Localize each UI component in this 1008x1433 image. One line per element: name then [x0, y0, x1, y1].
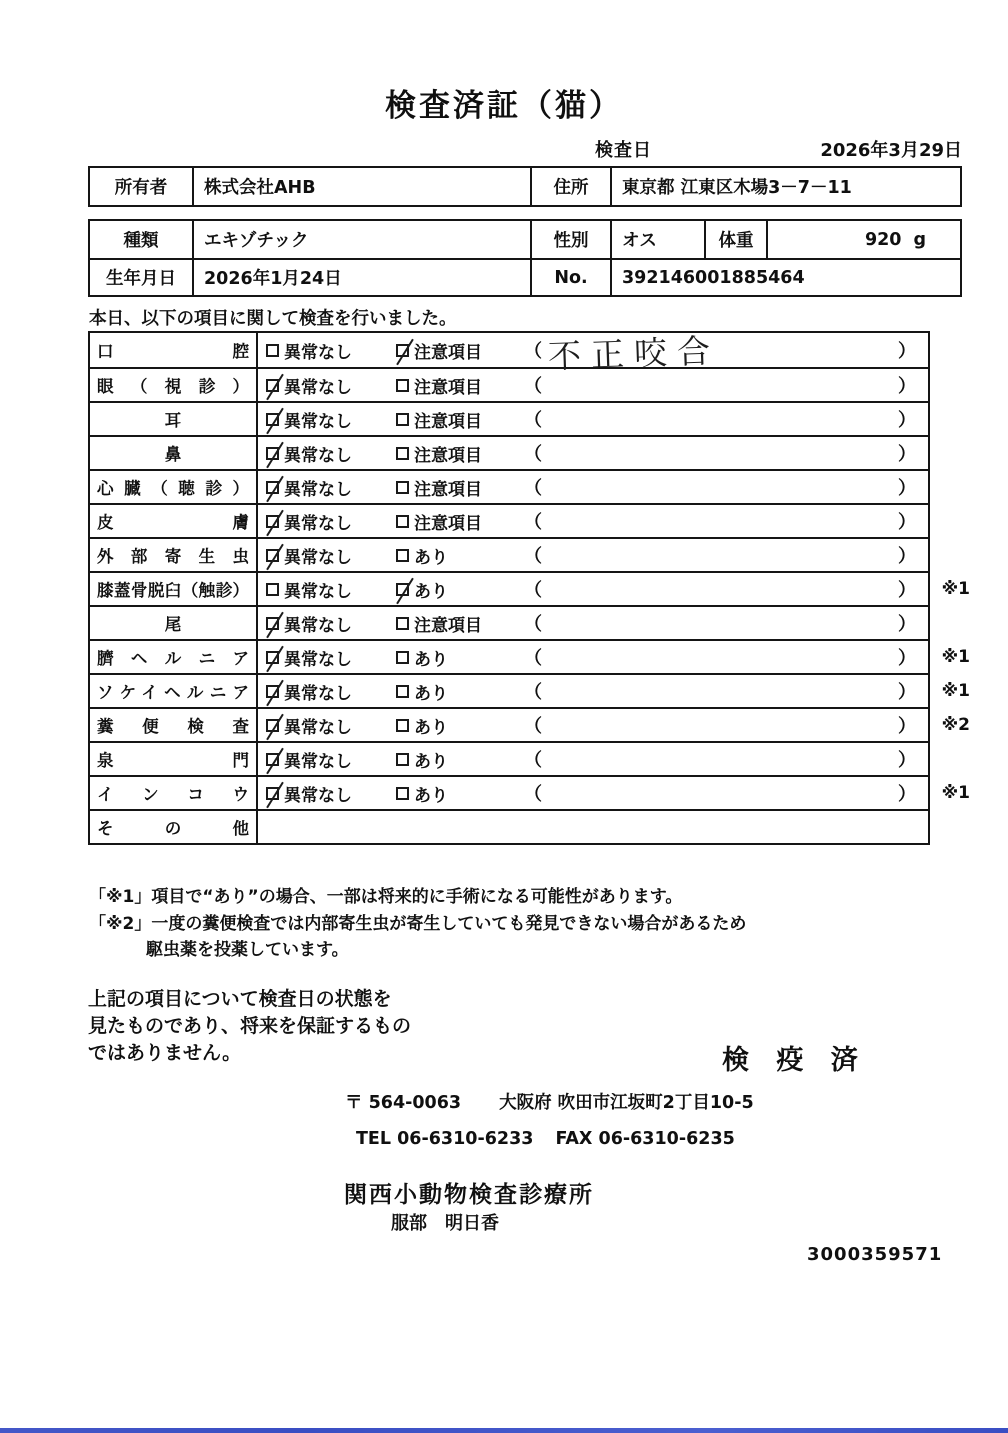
- inspection-row-body: [258, 777, 928, 809]
- checkbox-label: あり: [414, 683, 448, 704]
- checkbox-label: あり: [414, 581, 448, 602]
- paren-close: ）: [898, 546, 916, 567]
- checkbox-icon: [396, 583, 409, 596]
- clinic-name: 関西小動物検査診療所: [344, 1182, 594, 1208]
- remarks-field: [524, 610, 928, 636]
- inspection-item-text: 心臓（聴診）: [97, 479, 249, 498]
- checkbox-no-abnormality[interactable]: [266, 509, 396, 534]
- inspection-row-body: [258, 437, 928, 469]
- quarantine-done-stamp: 検 疫 済: [722, 1045, 867, 1076]
- checkbox-present[interactable]: [396, 543, 524, 568]
- footnote-marker: ※1: [941, 681, 970, 701]
- checkbox-label: 異常なし: [284, 377, 352, 398]
- paren-close: ）: [898, 580, 916, 601]
- checkbox-icon: [266, 719, 279, 732]
- checkbox-icon: [266, 685, 279, 698]
- checkbox-label: 異常なし: [284, 615, 352, 636]
- checkbox-no-abnormality[interactable]: [266, 475, 396, 500]
- remarks-field: [524, 746, 928, 772]
- intro-text: 本日、以下の項目に関して検査を行いました。: [89, 309, 457, 329]
- checkbox-label: あり: [414, 649, 448, 670]
- inspection-row: [90, 605, 928, 639]
- footnote-1: 「※1」項目で“あり”の場合、一部は将来的に手術になる可能性があります。: [89, 887, 683, 907]
- checkbox-icon: [266, 549, 279, 562]
- inspection-row: [90, 469, 928, 503]
- inspection-item-label: [90, 369, 258, 401]
- checkbox-label: 異常なし: [284, 751, 352, 772]
- paren-open: （: [524, 341, 542, 362]
- checkbox-label: 注意項目: [414, 479, 482, 500]
- paren-close: ）: [898, 648, 916, 669]
- inspection-row: [90, 741, 928, 775]
- checkbox-label: 異常なし: [284, 547, 352, 568]
- checkbox-icon: [396, 753, 409, 766]
- footnote-marker: ※1: [941, 647, 970, 667]
- animal-info-table: [88, 219, 962, 297]
- inspection-row: [90, 673, 970, 707]
- checkbox-no-abnormality[interactable]: [266, 611, 396, 636]
- checkbox-label: 異常なし: [284, 683, 352, 704]
- number-value: 392146001885464: [610, 260, 960, 295]
- inspection-row-body: [258, 471, 928, 503]
- inspection-item-label: [90, 437, 258, 469]
- inspection-row: [90, 401, 928, 435]
- paren-close: ）: [898, 444, 916, 465]
- remarks-field: [524, 508, 928, 534]
- checkbox-label: 異常なし: [284, 649, 352, 670]
- inspection-item-label: [90, 333, 258, 367]
- checkbox-present[interactable]: [396, 781, 524, 806]
- checkbox-icon: [396, 719, 409, 732]
- inspection-row-body: [258, 505, 928, 537]
- checkbox-present[interactable]: [396, 645, 524, 670]
- weight-value-cell: [766, 221, 960, 258]
- birthdate-value: 2026年1月24日: [192, 260, 530, 295]
- inspection-item-text: 外部寄生虫: [97, 547, 249, 566]
- checkbox-label: あり: [414, 717, 448, 738]
- veterinarian-name: 服部 明日香: [391, 1213, 499, 1234]
- checkbox-icon: [396, 617, 409, 630]
- address-label: 住所: [530, 168, 610, 205]
- paren-close: ）: [898, 410, 916, 431]
- inspection-item-text: 口腔: [97, 342, 249, 361]
- inspection-item-text: 耳: [164, 411, 182, 430]
- checkbox-icon: [396, 787, 409, 800]
- checkbox-attention-item[interactable]: [396, 373, 524, 398]
- paren-open: （: [524, 648, 542, 669]
- paren-open: （: [524, 716, 542, 737]
- disclaimer: [88, 986, 411, 1067]
- checkbox-label: あり: [414, 751, 448, 772]
- inspection-item-text: 泉門: [97, 751, 249, 770]
- checkbox-label: 注意項目: [414, 445, 482, 466]
- remarks-field: [524, 712, 928, 738]
- inspection-item-text: 尾: [164, 615, 182, 634]
- checkbox-attention-item[interactable]: [396, 407, 524, 432]
- paren-open: （: [524, 512, 542, 533]
- checkbox-attention-item[interactable]: [396, 441, 524, 466]
- checkbox-no-abnormality[interactable]: [266, 407, 396, 432]
- checkbox-icon: [396, 379, 409, 392]
- checkbox-no-abnormality[interactable]: [266, 441, 396, 466]
- footnote-2-continued: 駆虫薬を投薬しています。: [146, 940, 349, 960]
- inspection-row-body: [258, 709, 928, 741]
- inspection-item-text: 膝蓋骨脱臼（触診）: [97, 581, 249, 600]
- paren-open: （: [524, 750, 542, 771]
- checkbox-no-abnormality[interactable]: [266, 747, 396, 772]
- checkbox-icon: [266, 379, 279, 392]
- inspection-table: [88, 331, 970, 845]
- disclaimer-line-2: 見たものであり、将来を保証するもの: [88, 1015, 412, 1037]
- checkbox-label: 異常なし: [284, 785, 352, 806]
- checkbox-attention-item[interactable]: [396, 509, 524, 534]
- inspection-row-body: [258, 539, 928, 571]
- sex-value: オス: [610, 221, 704, 258]
- inspection-item-text: インコウ: [97, 785, 249, 804]
- inspection-item-label: [90, 709, 258, 741]
- handwritten-remark: 不正咬合: [547, 331, 721, 376]
- remarks-field: [524, 406, 928, 432]
- checkbox-label: あり: [414, 785, 448, 806]
- checkbox-no-abnormality[interactable]: [266, 645, 396, 670]
- clinic-postal-code: 〒 564-0063: [345, 1093, 462, 1113]
- species-row: [90, 221, 960, 258]
- checkbox-icon: [266, 753, 279, 766]
- inspection-row-body: [258, 641, 928, 673]
- address-value: 東京都 江東区木場3－7－11: [610, 168, 960, 205]
- checkbox-icon: [266, 787, 279, 800]
- checkbox-present[interactable]: [396, 747, 524, 772]
- scanner-artifact-line: [0, 1428, 1008, 1433]
- paren-close: ）: [898, 750, 916, 771]
- remarks-field: [524, 576, 928, 602]
- checkbox-label: 注意項目: [414, 513, 482, 534]
- birthdate-label: 生年月日: [106, 269, 176, 289]
- inspection-item-label: [90, 675, 258, 707]
- checkbox-icon: [396, 481, 409, 494]
- paren-close: ）: [898, 478, 916, 499]
- inspection-row: [90, 571, 970, 605]
- inspection-item-text: 眼（視診）: [97, 377, 249, 396]
- inspection-row-body: [258, 811, 928, 843]
- footnote-marker: ※2: [941, 715, 970, 735]
- checkbox-label: 異常なし: [284, 717, 352, 738]
- clinic-contact-line: [356, 1129, 735, 1149]
- checkbox-icon: [266, 515, 279, 528]
- checkbox-label: 異常なし: [284, 342, 352, 363]
- paren-close: ）: [898, 341, 916, 362]
- inspection-row: [90, 775, 970, 809]
- clinic-fax: FAX 06-6310-6235: [555, 1129, 735, 1149]
- inspection-row: [90, 503, 928, 537]
- remarks-field: [524, 474, 928, 500]
- checkbox-icon: [266, 413, 279, 426]
- checkbox-label: 異常なし: [284, 479, 352, 500]
- clinic-address: 大阪府 吹田市江坂町2丁目10-5: [499, 1093, 754, 1113]
- page-title: 検査済証（猫）: [385, 88, 623, 124]
- paren-open: （: [524, 580, 542, 601]
- checkbox-attention-item[interactable]: [396, 475, 524, 500]
- owner-table: [88, 166, 962, 207]
- inspection-item-label: [90, 573, 258, 605]
- number-label: No.: [530, 260, 610, 295]
- weight-unit: g: [913, 229, 926, 250]
- checkbox-icon: [396, 447, 409, 460]
- checkbox-icon: [266, 481, 279, 494]
- weight-label: 体重: [704, 221, 766, 258]
- remarks-field: [524, 542, 928, 568]
- owner-value: 株式会社AHB: [192, 168, 530, 205]
- inspection-item-text: その他: [97, 819, 249, 838]
- checkbox-icon: [396, 685, 409, 698]
- inspection-row-body: [258, 607, 928, 639]
- checkbox-label: 異常なし: [284, 411, 352, 432]
- document-number: 3000359571: [807, 1244, 943, 1265]
- paren-close: ）: [898, 376, 916, 397]
- paren-open: （: [524, 410, 542, 431]
- paren-close: ）: [898, 682, 916, 703]
- footnote-marker: ※1: [941, 579, 970, 599]
- checkbox-icon: [266, 651, 279, 664]
- owner-label: 所有者: [114, 178, 168, 198]
- inspection-row-body: [258, 743, 928, 775]
- checkbox-icon: [396, 651, 409, 664]
- paren-close: ）: [898, 614, 916, 635]
- clinic-address-line: [345, 1089, 754, 1114]
- checkbox-icon: [396, 515, 409, 528]
- inspection-row: [90, 331, 928, 376]
- inspection-date-label: 検査日: [595, 140, 652, 161]
- checkbox-label: 注意項目: [414, 411, 482, 432]
- paren-open: （: [524, 478, 542, 499]
- inspection-row-body: [258, 675, 928, 707]
- checkbox-no-abnormality[interactable]: [266, 338, 396, 363]
- paren-close: ）: [898, 716, 916, 737]
- species-value: エキゾチック: [192, 221, 530, 258]
- checkbox-icon: [396, 549, 409, 562]
- checkbox-icon: [266, 617, 279, 630]
- inspection-row-body: [258, 573, 928, 605]
- inspection-item-text: 鼻: [164, 445, 182, 464]
- checkbox-icon: [266, 447, 279, 460]
- checkbox-icon: [396, 413, 409, 426]
- paren-close: ）: [898, 512, 916, 533]
- inspection-item-text: 臍ヘルニア: [97, 649, 249, 668]
- inspection-item-label: [90, 471, 258, 503]
- checkbox-icon: [396, 344, 409, 357]
- clinic-tel: TEL 06-6310-6233: [356, 1129, 534, 1149]
- owner-row: [90, 168, 960, 205]
- paren-open: （: [524, 376, 542, 397]
- paren-close: ）: [898, 784, 916, 805]
- checkbox-label: あり: [414, 547, 448, 568]
- paren-open: （: [524, 614, 542, 635]
- footnote-marker: ※1: [941, 783, 970, 803]
- checkbox-no-abnormality[interactable]: [266, 577, 396, 602]
- paren-open: （: [524, 444, 542, 465]
- inspection-item-label: [90, 505, 258, 537]
- paren-open: （: [524, 546, 542, 567]
- inspection-row: [90, 537, 928, 571]
- inspection-row: [90, 639, 970, 673]
- checkbox-label: 異常なし: [284, 581, 352, 602]
- footnote-2: 「※2」一度の糞便検査では内部寄生虫が寄生していても発見できない場合があるため: [89, 913, 747, 934]
- checkbox-label: 注意項目: [414, 615, 482, 636]
- disclaimer-line-3: ではありません。: [88, 1042, 242, 1064]
- checkbox-label: 注意項目: [414, 342, 482, 363]
- sex-label: 性別: [530, 221, 610, 258]
- inspection-item-text: 皮膚: [97, 513, 249, 532]
- disclaimer-line-1: 上記の項目について検査日の状態を: [88, 988, 392, 1010]
- checkbox-label: 注意項目: [414, 377, 482, 398]
- inspection-item-label: [90, 607, 258, 639]
- checkbox-no-abnormality[interactable]: [266, 713, 396, 738]
- inspection-item-text: ソケイヘルニア: [97, 683, 249, 702]
- checkbox-icon: [266, 583, 279, 596]
- inspection-date-value: 2026年3月29日: [820, 140, 962, 161]
- remarks-field: [524, 678, 928, 704]
- paren-open: （: [524, 682, 542, 703]
- inspection-row: [90, 809, 928, 843]
- checkbox-icon: [266, 344, 279, 357]
- remarks-field: [524, 331, 928, 376]
- inspection-row: [90, 367, 928, 401]
- inspection-item-text: 糞便検査: [97, 717, 249, 736]
- checkbox-present[interactable]: [396, 713, 524, 738]
- remarks-field: [524, 440, 928, 466]
- inspection-item-label: [90, 743, 258, 775]
- footnotes: [89, 884, 746, 964]
- checkbox-no-abnormality[interactable]: [266, 373, 396, 398]
- inspection-row: [90, 707, 970, 741]
- remarks-field: [524, 644, 928, 670]
- checkbox-no-abnormality[interactable]: [266, 781, 396, 806]
- weight-value: 920: [864, 229, 902, 250]
- inspection-row-body: [258, 403, 928, 435]
- checkbox-no-abnormality[interactable]: [266, 543, 396, 568]
- checkbox-label: 異常なし: [284, 513, 352, 534]
- checkbox-attention-item[interactable]: [396, 611, 524, 636]
- birthdate-row: [90, 258, 960, 295]
- paren-open: （: [524, 784, 542, 805]
- species-label: 種類: [123, 231, 159, 251]
- inspection-item-label: [90, 403, 258, 435]
- inspection-item-label: [90, 811, 258, 843]
- remarks-field: [524, 780, 928, 806]
- checkbox-no-abnormality[interactable]: [266, 679, 396, 704]
- inspection-item-label: [90, 641, 258, 673]
- inspection-item-label: [90, 777, 258, 809]
- inspection-row: [90, 435, 928, 469]
- checkbox-label: 異常なし: [284, 445, 352, 466]
- inspection-item-label: [90, 539, 258, 571]
- checkbox-present[interactable]: [396, 679, 524, 704]
- inspection-row-body: [258, 331, 928, 376]
- checkbox-attention-item[interactable]: [396, 338, 524, 363]
- checkbox-present[interactable]: [396, 577, 524, 602]
